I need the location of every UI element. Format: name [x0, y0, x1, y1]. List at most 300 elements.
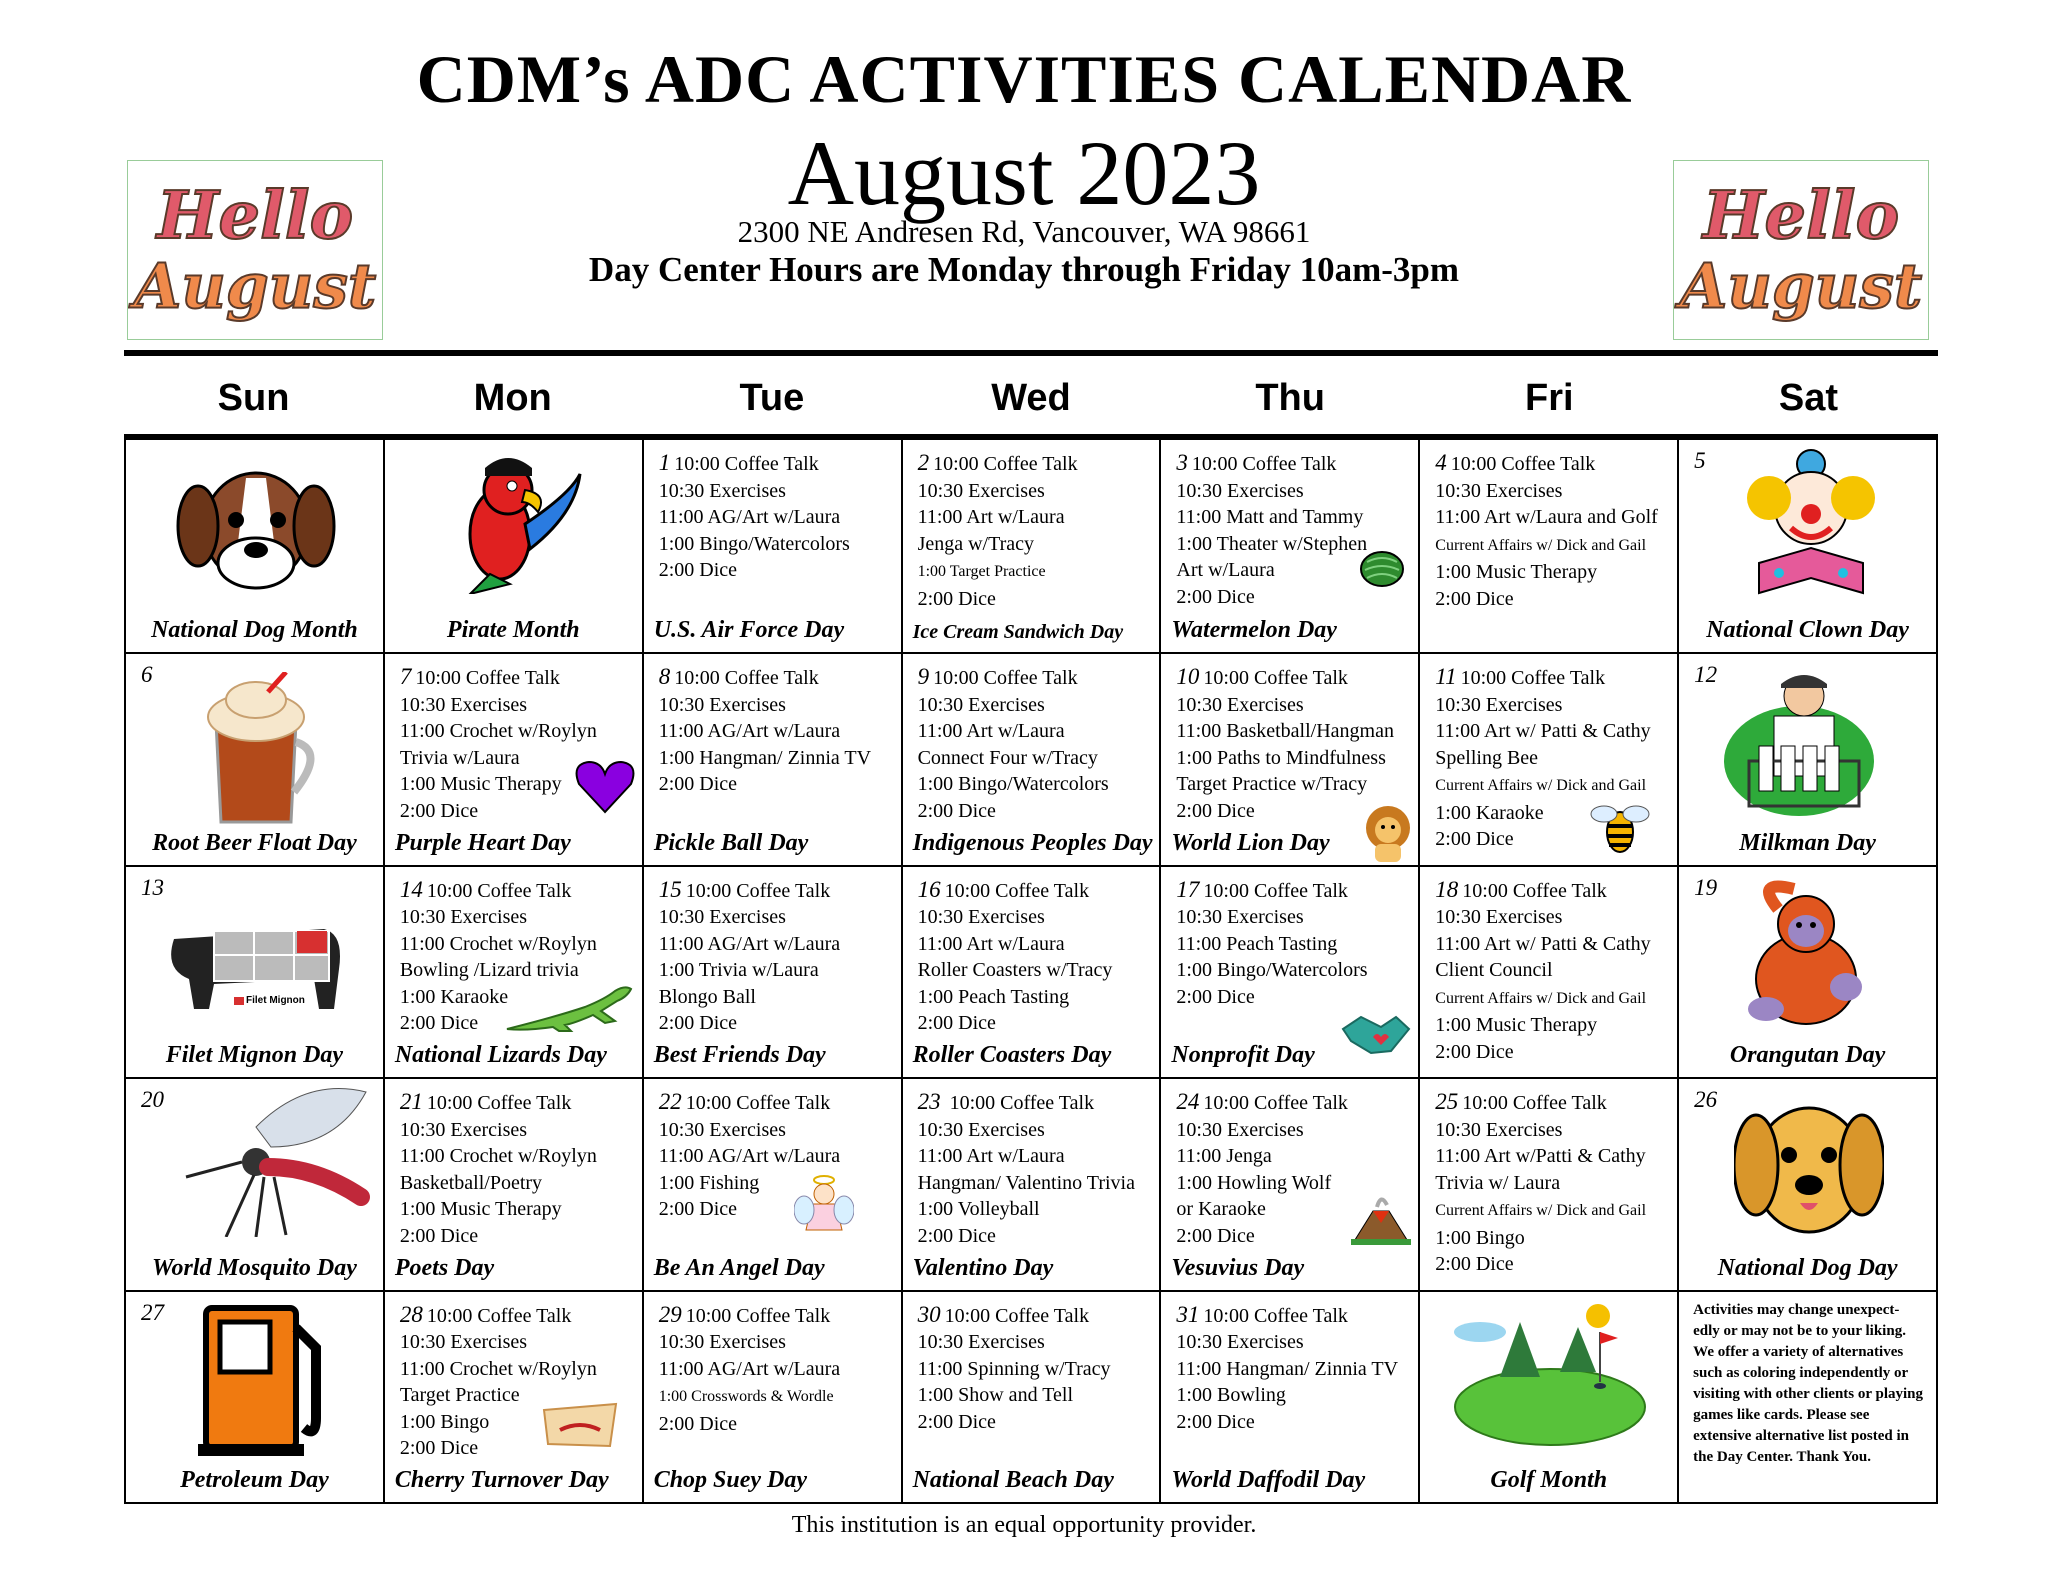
activity-text: 11:00 Art w/Patti & Cathy: [1435, 1145, 1646, 1168]
activity-text: 1:00 Peach Tasting: [917, 985, 1070, 1008]
activity-text: 1:00 Bingo: [1435, 1226, 1525, 1249]
activity-item: [1176, 1089, 1412, 1117]
activity-text: 10:00 Coffee Talk: [685, 1092, 831, 1115]
activity-text: 11:00 Art w/Laura: [917, 506, 1065, 528]
activity-text: 11:00 Peach Tasting: [1176, 932, 1338, 955]
activity-item: [1435, 957, 1671, 984]
calendar-title: CDM’s ADC ACTIVITIES CALENDAR: [416, 41, 1632, 117]
activity-text: 2:00 Dice: [658, 1198, 738, 1221]
observance-label: Ice Cream Sandwich Day: [912, 621, 1124, 644]
activity-item: [659, 1329, 895, 1356]
activity-item: [918, 478, 1154, 505]
day-cell: [385, 652, 644, 864]
activity-list: [918, 450, 1154, 612]
day-number: 19: [1694, 874, 1718, 900]
activity-text: 11:00 Hangman/ Zinnia TV: [1176, 1357, 1399, 1380]
day-cell: [126, 440, 385, 652]
activity-text: 10:00 Coffee Talk: [1203, 667, 1348, 690]
activity-item: [659, 931, 895, 958]
activity-item: [659, 1411, 895, 1438]
activity-list: [918, 1089, 1154, 1249]
activity-text: or Karaoke: [1176, 1198, 1266, 1221]
activity-text: 1:00 Theater w/Stephen: [1176, 532, 1368, 555]
activity-item: [400, 904, 636, 931]
activity-text: 10:00 Coffee Talk: [685, 879, 831, 902]
activity-list: [659, 1089, 895, 1223]
activity-item: [400, 1329, 636, 1356]
footer-note: This institution is an equal opportunity provider.: [791, 1512, 1257, 1538]
disclaimer-note: Activities may change unexpect-edly or may not be to your liking. We offer a variety of alternatives such as coloring independently or visiting with other clients or playing games like cards. Please see extensive alternative list posted in the Day Center. Thank You.: [1693, 1301, 1924, 1465]
activity-text: 11:00 Spinning w/Tracy: [917, 1357, 1111, 1380]
activity-item: [1176, 718, 1412, 745]
activity-item: [1176, 478, 1412, 505]
day-cell: [644, 1077, 903, 1289]
activity-list: [400, 1089, 636, 1249]
activity-list: [659, 877, 895, 1037]
day-number: 25: [1435, 1089, 1459, 1115]
purple-heart-icon: [575, 758, 635, 814]
activity-text: 11:00 Crochet w/Roylyn: [399, 932, 597, 955]
activity-text: 1:00 Target Practice: [917, 563, 1046, 580]
activity-item: [659, 531, 895, 558]
activity-list: [1435, 877, 1671, 1066]
weekday-tue: Tue: [739, 377, 805, 419]
activity-item: [1176, 984, 1412, 1011]
activity-item: [918, 1010, 1154, 1037]
activity-list: [1435, 1089, 1671, 1278]
activity-item: [918, 984, 1154, 1011]
observance-label: Chop Suey Day: [653, 1466, 808, 1493]
activity-item: [400, 1356, 636, 1383]
activity-item: [1435, 1039, 1671, 1066]
activity-text: 2:00 Dice: [399, 1012, 479, 1035]
activity-item: [400, 1223, 636, 1250]
activity-text: 11:00 Art w/ Patti & Cathy: [1435, 932, 1651, 955]
activity-text: Basketball/Poetry: [399, 1171, 543, 1194]
day-cell: [126, 865, 385, 1077]
activity-item: [1435, 664, 1671, 692]
activity-text: 10:30 Exercises: [658, 906, 786, 929]
activity-text: 1:00 Bingo/Watercolors: [917, 773, 1109, 796]
activity-item: [918, 557, 1154, 586]
address: 2300 NE Andresen Rd, Vancouver, WA 98661: [737, 214, 1311, 249]
hello-august-badge-right: [1673, 160, 1929, 340]
activity-text: 2:00 Dice: [399, 1437, 479, 1460]
activity-item: [1176, 877, 1412, 905]
activity-item: [1176, 504, 1412, 531]
golf-course-icon: [1450, 1302, 1650, 1447]
day-cell: [644, 865, 903, 1077]
activity-item: [918, 1223, 1154, 1250]
activity-text: 10:00 Coffee Talk: [674, 667, 819, 690]
activity-text: 11:00 Crochet w/Roylyn: [399, 720, 597, 743]
day-number: 6: [141, 662, 153, 688]
observance-label: Best Friends Day: [653, 1042, 826, 1069]
activity-item: [1176, 1302, 1412, 1330]
activity-text: 1:00 Bingo: [399, 1410, 490, 1433]
bee-icon: [1590, 796, 1650, 860]
activity-text: Target Practice: [399, 1384, 520, 1407]
activity-text: 10:00 Coffee Talk: [426, 1092, 572, 1115]
activity-item: [1435, 1196, 1671, 1225]
day-number: 16: [917, 876, 941, 902]
activity-text: 1:00 Bowling: [1176, 1384, 1286, 1407]
activity-text: 1:00 Music Therapy: [1435, 561, 1598, 583]
observance-label: Nonprofit Day: [1171, 1042, 1315, 1069]
activity-item: [1435, 586, 1671, 613]
activity-item: [1435, 1251, 1671, 1278]
activity-text: 1:00 Trivia w/Laura: [658, 959, 819, 982]
activity-item: [1435, 904, 1671, 931]
activity-text: Art w/Laura: [1176, 559, 1275, 581]
day-number: 7: [399, 664, 412, 690]
day-number: 20: [141, 1087, 164, 1113]
weekday-mon: Mon: [473, 377, 552, 419]
activity-item: [1435, 984, 1671, 1013]
activity-text: 11:00 AG/Art w/Laura: [658, 506, 841, 528]
turnover-icon: [540, 1400, 620, 1452]
day-number: 10: [1176, 664, 1200, 690]
observance-label: Indigenous Peoples Day: [912, 829, 1153, 856]
activity-text: 10:00 Coffee Talk: [1462, 879, 1607, 902]
day-number: 9: [917, 664, 930, 690]
observance-label: Purple Heart Day: [394, 829, 571, 856]
day-number: 23: [917, 1089, 941, 1115]
activity-item: [918, 1382, 1154, 1409]
activity-item: [1176, 745, 1412, 772]
activity-text: 2:00 Dice: [1435, 1253, 1514, 1276]
milkman-icon: [1719, 666, 1889, 816]
day-number: 3: [1176, 450, 1188, 475]
activity-item: [918, 1196, 1154, 1223]
activity-item: [1176, 1143, 1412, 1170]
activity-item: [918, 450, 1154, 478]
activity-item: [400, 664, 636, 692]
observance-label: Be An Angel Day: [653, 1254, 825, 1281]
weekday-sat: Sat: [1778, 377, 1838, 419]
activity-text: 2:00 Dice: [1176, 1410, 1255, 1433]
day-cell: [1161, 1077, 1420, 1289]
activity-item: [659, 1089, 895, 1117]
day-number: 27: [141, 1299, 164, 1325]
activity-text: 1:00 Show and Tell: [917, 1384, 1074, 1407]
hello-august-badge-left: [127, 160, 383, 340]
day-number: 2: [917, 450, 930, 475]
activity-item: [918, 1302, 1154, 1330]
activity-text: Current Affairs w/ Dick and Gail: [1435, 536, 1647, 554]
activity-item: [659, 478, 895, 505]
parrot-icon: [430, 454, 595, 594]
day-cell: [1679, 1290, 1938, 1502]
day-number: 18: [1435, 876, 1459, 902]
day-cell: [1420, 440, 1679, 652]
activity-text: 2:00 Dice: [917, 1224, 996, 1247]
activity-text: 10:00 Coffee Talk: [1450, 453, 1596, 475]
activity-item: [400, 1302, 636, 1330]
activity-item: [400, 931, 636, 958]
activity-item: [918, 957, 1154, 984]
activity-text: 1:00 Bingo/Watercolors: [658, 532, 850, 555]
activity-item: [918, 1170, 1154, 1197]
activity-item: [918, 1409, 1154, 1436]
day-cell: [1420, 652, 1679, 864]
observance-label: Cherry Turnover Day: [394, 1466, 609, 1493]
activity-text: 10:30 Exercises: [1176, 1331, 1304, 1354]
activity-text: Target Practice w/Tracy: [1176, 773, 1368, 796]
activity-text: 11:00 Basketball/Hangman: [1176, 720, 1394, 743]
observance-label: Pirate Month: [446, 617, 580, 644]
activity-text: 10:00 Coffee Talk: [415, 667, 560, 690]
activity-list: [1176, 877, 1412, 1011]
observance-label: Filet Mignon Day: [165, 1042, 344, 1069]
day-number: 22: [658, 1089, 682, 1115]
activity-item: [659, 504, 895, 531]
activity-text: Spelling Bee: [1435, 746, 1539, 769]
activity-text: 10:00 Coffee Talk: [1203, 1304, 1348, 1327]
activity-text: 2:00 Dice: [1435, 828, 1514, 851]
activity-item: [400, 1117, 636, 1144]
activity-text: Client Council: [1435, 959, 1553, 982]
golden-dog-icon: [1734, 1085, 1884, 1245]
activity-item: [918, 1143, 1154, 1170]
day-number: 12: [1694, 662, 1718, 688]
activity-text: 2:00 Dice: [917, 799, 996, 822]
day-number: 31: [1176, 1301, 1200, 1327]
activity-text: 11:00 AG/Art w/Laura: [658, 1145, 841, 1168]
activity-text: Bowling /Lizard trivia: [399, 959, 579, 982]
activity-item: [1435, 931, 1671, 958]
activity-text: 2:00 Dice: [658, 773, 738, 796]
activity-item: [659, 1143, 895, 1170]
activity-item: [659, 1170, 895, 1197]
activity-text: 1:00 Hangman/ Zinnia TV: [658, 746, 872, 769]
activity-item: [1176, 1409, 1412, 1436]
activity-text: 10:00 Coffee Talk: [933, 453, 1078, 475]
activity-text: 2:00 Dice: [658, 559, 738, 581]
day-cell: [903, 865, 1162, 1077]
day-number: 5: [1694, 448, 1706, 473]
activity-text: 2:00 Dice: [1435, 1040, 1514, 1063]
activity-item: [1435, 1089, 1671, 1117]
day-cell: [1420, 1290, 1679, 1502]
activity-item: [918, 1117, 1154, 1144]
day-number: 1: [658, 450, 671, 475]
day-cell: [126, 652, 385, 864]
activity-item: [1176, 957, 1412, 984]
activity-text: Jenga w/Tracy: [917, 532, 1035, 555]
activity-item: [659, 771, 895, 798]
activity-item: [918, 798, 1154, 825]
activity-item: [1176, 1170, 1412, 1197]
activity-text: 2:00 Dice: [917, 587, 996, 610]
observance-label: Orangutan Day: [1729, 1042, 1886, 1069]
activity-item: [659, 1356, 895, 1383]
day-cell: [1679, 652, 1938, 864]
activity-text: 10:30 Exercises: [658, 693, 786, 716]
activity-item: [918, 504, 1154, 531]
day-cell: [644, 440, 903, 652]
activity-item: [918, 531, 1154, 558]
activity-list: [659, 1302, 895, 1438]
activity-list: [918, 1302, 1154, 1436]
angel-icon: [794, 1174, 854, 1234]
activity-text: 11:00 Matt and Tammy: [1176, 506, 1364, 528]
day-number: 26: [1694, 1087, 1718, 1113]
activity-item: [659, 1117, 895, 1144]
activity-text: 10:00 Coffee Talk: [426, 879, 572, 902]
activity-text: 10:30 Exercises: [1435, 1118, 1563, 1141]
observance-label: Root Beer Float Day: [152, 829, 357, 856]
activity-text: Blongo Ball: [658, 985, 756, 1008]
observance-label: National Lizards Day: [394, 1042, 607, 1069]
activity-item: [918, 718, 1154, 745]
activity-item: [1435, 692, 1671, 719]
svg-text:August: August: [133, 250, 377, 323]
activity-text: 10:30 Exercises: [399, 1118, 528, 1141]
activity-list: [659, 450, 895, 584]
day-cell: [644, 1290, 903, 1502]
day-number: 4: [1435, 450, 1447, 475]
observance-label: National Dog Day: [1717, 1254, 1898, 1281]
activity-text: Trivia w/ Laura: [1435, 1171, 1561, 1194]
activity-text: 10:30 Exercises: [917, 693, 1045, 716]
activity-list: [659, 664, 895, 798]
activity-item: [1435, 559, 1671, 586]
activity-list: [918, 664, 1154, 824]
activity-item: [1435, 1117, 1671, 1144]
activity-text: 11:00 Art w/ Patti & Cathy: [1435, 720, 1651, 743]
activity-item: [1435, 450, 1671, 478]
activity-item: [400, 1196, 636, 1223]
activity-text: 1:00 Music Therapy: [1435, 1014, 1598, 1037]
activity-item: [1435, 745, 1671, 772]
orangutan-icon: [1734, 879, 1879, 1029]
activity-text: 10:00 Coffee Talk: [1203, 879, 1348, 902]
activity-text: 10:00 Coffee Talk: [933, 667, 1078, 690]
day-cell: [1161, 440, 1420, 652]
activity-item: [659, 450, 895, 478]
day-number: 30: [917, 1301, 941, 1327]
day-cell: [385, 440, 644, 652]
activity-text: 10:00 Coffee Talk: [685, 1304, 831, 1327]
activity-item: [659, 1382, 895, 1411]
activity-text: 10:00 Coffee Talk: [674, 453, 819, 475]
activity-text: 2:00 Dice: [399, 799, 479, 822]
activity-item: [918, 1329, 1154, 1356]
activity-item: [1435, 1170, 1671, 1197]
day-cell: [1161, 865, 1420, 1077]
calendar-grid: [124, 440, 1938, 1504]
activity-item: [1176, 450, 1412, 478]
day-cell: [385, 865, 644, 1077]
activity-text: 10:00 Coffee Talk: [944, 1092, 1095, 1115]
activity-text: 11:00 Art w/Laura: [917, 720, 1065, 743]
activity-item: [659, 904, 895, 931]
observance-label: Roller Coasters Day: [912, 1042, 1112, 1069]
activity-item: [400, 1143, 636, 1170]
day-number: 28: [399, 1301, 423, 1327]
activity-list: [918, 877, 1154, 1037]
activity-text: 10:00 Coffee Talk: [944, 1304, 1090, 1327]
activity-text: 10:30 Exercises: [399, 1331, 528, 1354]
activity-list: [1435, 450, 1671, 612]
activity-item: [918, 586, 1154, 613]
activity-text: 10:30 Exercises: [1435, 693, 1563, 716]
activity-text: 10:30 Exercises: [399, 906, 528, 929]
activity-text: 2:00 Dice: [1176, 985, 1255, 1008]
activity-item: [918, 664, 1154, 692]
activity-item: [918, 692, 1154, 719]
clown-icon: [1739, 448, 1884, 598]
activity-text: 10:30 Exercises: [917, 479, 1045, 502]
activity-text: 1:00 Howling Wolf: [1176, 1171, 1332, 1194]
activity-item: [1435, 1225, 1671, 1252]
activity-text: 11:00 Jenga: [1176, 1145, 1272, 1168]
activity-text: 10:30 Exercises: [658, 1331, 786, 1354]
activity-text: 11:00 AG/Art w/Laura: [658, 720, 841, 743]
activity-text: 10:00 Coffee Talk: [944, 879, 1090, 902]
activity-text: 1:00 Karaoke: [1435, 801, 1544, 824]
activity-item: [1176, 904, 1412, 931]
activity-text: 11:00 AG/Art w/Laura: [658, 1357, 841, 1380]
activity-text: Connect Four w/Tracy: [917, 746, 1098, 769]
observance-label: Petroleum Day: [180, 1466, 329, 1493]
activity-item: [400, 1089, 636, 1117]
volcano-icon: [1351, 1197, 1411, 1247]
activity-item: [918, 745, 1154, 772]
activity-text: 2:00 Dice: [658, 1012, 738, 1035]
activity-text: 10:30 Exercises: [399, 693, 528, 716]
center-hours: Day Center Hours are Monday through Friday 10am-3pm: [588, 250, 1460, 289]
activity-item: [1176, 1356, 1412, 1383]
weekday-header-row: [124, 360, 1938, 436]
activity-text: 2:00 Dice: [917, 1410, 996, 1433]
header-rule: [124, 350, 1938, 356]
observance-label: Watermelon Day: [1171, 617, 1337, 644]
activity-text: 10:30 Exercises: [917, 1331, 1045, 1354]
activity-item: [659, 1196, 895, 1223]
activity-text: 1:00 Paths to Mindfulness: [1176, 746, 1386, 769]
day-number: 17: [1176, 876, 1200, 902]
day-cell: [1679, 865, 1938, 1077]
activity-item: [659, 1010, 895, 1037]
observance-label: Vesuvius Day: [1171, 1254, 1305, 1281]
observance-label: Milkman Day: [1739, 829, 1876, 856]
activity-item: [659, 664, 895, 692]
activity-text: 11:00 AG/Art w/Laura: [658, 932, 841, 955]
activity-text: 10:00 Coffee Talk: [426, 1304, 572, 1327]
activity-text: 2:00 Dice: [1176, 1224, 1255, 1247]
activity-item: [1435, 1143, 1671, 1170]
activity-text: 1:00 Volleyball: [917, 1198, 1040, 1221]
day-number: 15: [658, 876, 682, 902]
day-cell: [126, 1077, 385, 1289]
activity-text: Current Affairs w/ Dick and Gail: [1435, 989, 1647, 1007]
day-number: 24: [1176, 1089, 1200, 1115]
activity-text: 11:00 Crochet w/Roylyn: [399, 1357, 597, 1380]
activity-text: Hangman/ Valentino Trivia: [917, 1171, 1135, 1194]
observance-label: U.S. Air Force Day: [653, 617, 845, 644]
activity-text: 1:00 Crosswords & Wordle: [658, 1388, 834, 1406]
day-cell: [903, 1077, 1162, 1289]
activity-text: 2:00 Dice: [399, 1224, 479, 1247]
activity-text: 1:00 Karaoke: [399, 985, 509, 1008]
activity-item: [1435, 718, 1671, 745]
activity-item: [1435, 531, 1671, 560]
activity-item: [918, 904, 1154, 931]
cut-label: Filet Mignon: [246, 994, 305, 1006]
day-cell: [1420, 865, 1679, 1077]
